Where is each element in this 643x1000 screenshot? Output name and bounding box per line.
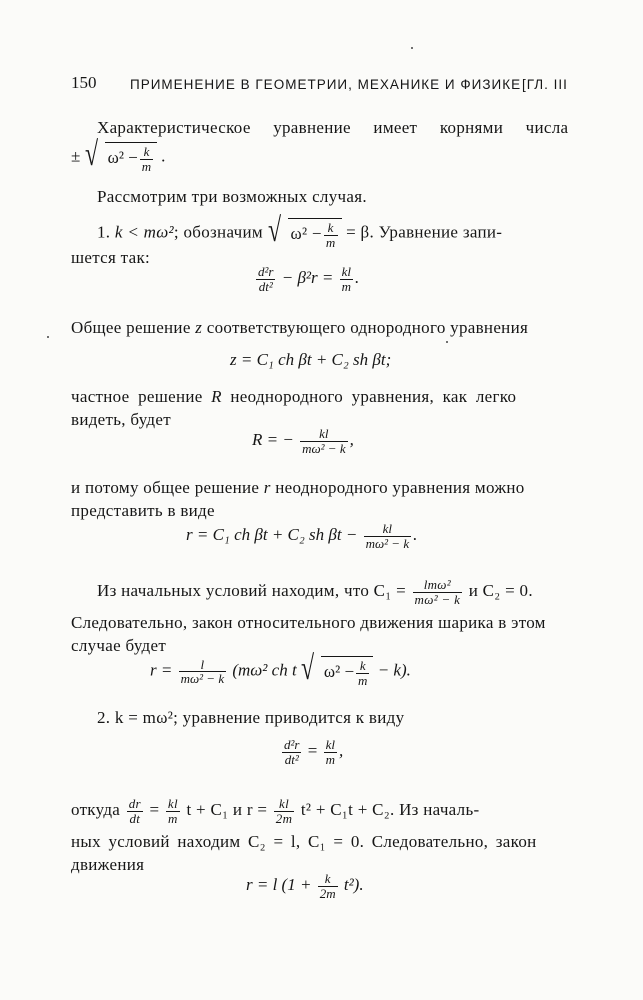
frac-den: dt² <box>258 278 273 294</box>
frac-num: d²r <box>258 264 274 279</box>
sqrt-expression <box>84 136 158 174</box>
equation-5-mid: (mω² ch t <box>232 660 297 680</box>
paragraph-1-line-2 <box>71 136 166 174</box>
frac-den: mω² − k <box>302 440 346 456</box>
frac-den: m <box>325 234 336 250</box>
omega-squared-minus: ω² − <box>107 148 138 168</box>
frac-num: kl <box>167 796 178 811</box>
paragraph-8-line-1: откуда $\frac{dr}{dt}$ = $\frac{kl}{m}$ t + C₁ и r = $\frac{kl}{2m}$ t² + C₁t + C₂. Из началь- <box>71 796 480 826</box>
p5-text-b: неоднородного уравнения можно <box>275 478 525 497</box>
case-1-line-2: шется так: <box>71 248 151 267</box>
paragraph-4-line-2: видеть, будет <box>71 410 171 429</box>
equation-7-lhs: r = l (1 + <box>246 875 312 895</box>
frac-num: dr <box>128 796 141 811</box>
beta-definition: = β. Уравнение запи- <box>346 222 503 242</box>
sqrt-sign: √ <box>267 212 281 249</box>
frac-den: mω² − k <box>180 671 225 687</box>
p8-c: t² + C₁t + C₂. Из началь- <box>300 800 480 820</box>
p8-a: откуда <box>71 800 121 820</box>
equation-3 <box>252 427 354 455</box>
frac-num: l <box>179 658 227 673</box>
sqrt-expression <box>300 650 374 688</box>
equation-2: z = C₁ ch βt + C₂ sh βt; <box>230 350 392 369</box>
sqrt-expression <box>267 212 342 250</box>
equation-5 <box>150 650 411 688</box>
comma: , <box>338 741 344 761</box>
frac-den: mω² − k <box>414 591 461 607</box>
p4-text-b: неоднородного уравнения, как легко <box>230 387 517 406</box>
p8-b: t + C₁ и r = <box>186 800 268 820</box>
paragraph-5-line-2: представить в виде <box>71 501 215 520</box>
case-2: 2. k = mω²; уравнение приводится к виду <box>97 708 405 727</box>
variable-R: R <box>211 387 222 406</box>
sqrt-sign: √ <box>84 136 98 173</box>
scan-speck <box>446 341 448 343</box>
p6-text: Из начальных условий находим, что C₁ = <box>97 581 406 601</box>
p6-tail: и C₂ = 0. <box>468 581 533 601</box>
paragraph-1-line-1: Характеристическое уравнение имеет корнями числа <box>97 118 569 137</box>
omega-squared-minus: ω² − <box>323 662 355 682</box>
variable-r: r <box>263 478 271 497</box>
plus-minus-sign: ± <box>71 146 81 166</box>
paragraph-5-line-1 <box>71 478 525 498</box>
scan-speck <box>47 336 49 338</box>
period: . <box>354 268 360 288</box>
case-1-condition: k < mω² <box>114 222 174 242</box>
page-number: 150 <box>71 73 97 92</box>
omega-squared-minus: ω² − <box>290 224 322 244</box>
frac-num: k <box>318 872 338 887</box>
frac-num: d²r <box>284 737 300 752</box>
case-1-line-1 <box>97 212 503 250</box>
paragraph-3 <box>71 318 528 338</box>
paragraph-7-line-2: случае будет <box>71 636 167 655</box>
frac-den: m <box>325 751 335 767</box>
equation-7-tail: t²). <box>343 875 364 895</box>
frac-den: m <box>141 158 152 174</box>
frac-den: m <box>341 278 351 294</box>
frac-den: dt² <box>284 751 299 767</box>
sqrt-sign: √ <box>300 650 314 687</box>
period: . <box>413 525 418 545</box>
comma: , <box>349 430 354 450</box>
frac-num: lmω² <box>413 578 463 593</box>
equation-3-lhs: R = − <box>252 430 294 450</box>
equation-1-middle: − β²r = <box>281 268 334 288</box>
equation-7 <box>246 872 364 900</box>
paragraph-8-line-2: ных условий находим C₂ = l, C₁ = 0. Следовательно, закон <box>71 832 537 851</box>
frac-num: kl <box>274 797 295 812</box>
variable-z: z <box>195 318 203 337</box>
frac-num: kl <box>325 737 335 752</box>
frac-num: kl <box>300 427 348 442</box>
frac-num: k <box>324 221 338 236</box>
chapter-label: [ГЛ. III <box>522 77 568 92</box>
p3-text-b: соответствующего однородного уравнения <box>206 318 529 337</box>
p3-text-a: Общее решение <box>71 318 191 337</box>
equation-4 <box>186 522 417 550</box>
frac-den: dt <box>129 810 141 826</box>
frac-num: kl <box>341 264 351 279</box>
frac-den: m <box>358 672 368 688</box>
paragraph-2: Рассмотрим три возможных случая. <box>97 187 367 206</box>
frac-den: 2m <box>319 885 336 901</box>
frac-den: mω² − k <box>365 535 410 551</box>
equation-4-lhs: r = C₁ ch βt + C₂ sh βt − <box>186 525 358 545</box>
period: . <box>161 146 166 166</box>
p4-text-a: частное решение <box>71 387 203 406</box>
frac-den: m <box>168 810 178 826</box>
paragraph-7-line-1: Следовательно, закон относительного движения шарика в этом <box>71 613 546 632</box>
paragraph-4-line-1 <box>71 387 516 407</box>
equation-6: $\frac{\text{d²r}}{\text{dt²}}$ = $\frac{kl}{m}$ , <box>284 737 344 767</box>
equation-5-tail: − k). <box>377 660 411 680</box>
equation-1 <box>254 265 359 293</box>
frac-den: 2m <box>275 810 293 826</box>
case-1-text: ; обозначим <box>173 222 263 242</box>
p5-text-a: и потому общее решение <box>71 478 260 497</box>
frac-num: k <box>356 659 369 674</box>
equation-5-lhs: r = <box>150 660 173 680</box>
running-title: ПРИМЕНЕНИЕ В ГЕОМЕТРИИ, МЕХАНИКЕ И ФИЗИКЕ <box>130 77 522 92</box>
frac-num: kl <box>364 522 412 537</box>
paragraph-6 <box>97 578 533 606</box>
scan-speck <box>411 47 413 49</box>
paragraph-8-line-3: движения <box>71 855 145 874</box>
case-1-number: 1. <box>97 222 111 242</box>
frac-num: k <box>140 145 153 160</box>
